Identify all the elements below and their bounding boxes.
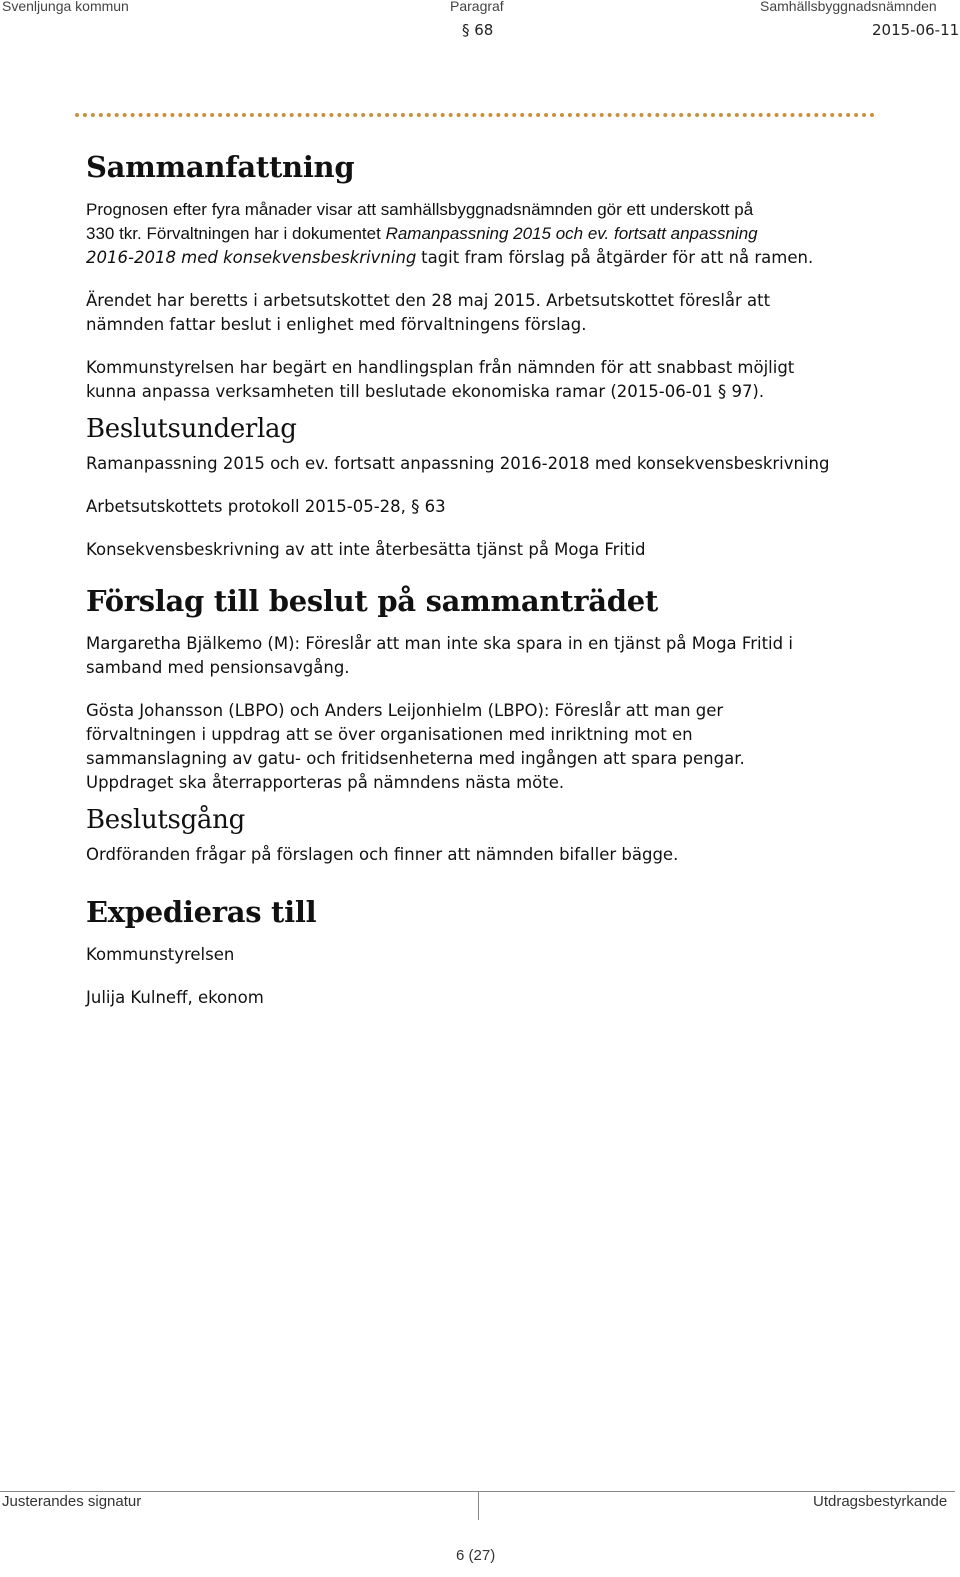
forslag-line: samband med pensionsavgång. bbox=[86, 658, 350, 677]
summary-paragraph-3 bbox=[86, 356, 906, 404]
summary-line: Arbetsutskottet föreslår att bbox=[546, 291, 771, 310]
summary-line: 330 tkr. Förvaltningen har i dokumentet bbox=[86, 224, 381, 243]
forslag-line: förvaltningen i uppdrag att se över organisationen med inriktning mot en bbox=[86, 725, 693, 744]
header-committee: Samhällsbyggnadsnämnden bbox=[760, 0, 937, 14]
underlag-item: Arbetsutskottets protokoll 2015-05-28, § 63 bbox=[86, 497, 446, 516]
heading-beslutsgang: Beslutsgång bbox=[86, 805, 245, 835]
forslag-line: Gösta Johansson (LBPO) och Anders Leijonhielm (LBPO): Föreslår att man ger bbox=[86, 701, 724, 720]
summary-line: tagit fram förslag på åtgärder för att nå ramen. bbox=[421, 248, 814, 267]
document-body bbox=[86, 150, 906, 1010]
footer-divider bbox=[478, 1492, 479, 1520]
forslag-paragraph-1 bbox=[86, 632, 906, 680]
footer-signature-label: Justerandes signatur bbox=[2, 1493, 142, 1510]
expedieras-item: Kommunstyrelsen bbox=[86, 945, 235, 964]
summary-line: nämnden fattar beslut i enlighet med förvaltningens förslag. bbox=[86, 315, 587, 334]
summary-line: Kommunstyrelsen har begärt en handlingsplan från nämnden för att snabbast möjligt bbox=[86, 358, 795, 377]
summary-line: Prognosen efter fyra månader visar att samhällsbyggnadsnämnden gör ett underskott på bbox=[86, 200, 754, 219]
expedieras-item: Julija Kulneff, ekonom bbox=[86, 988, 264, 1007]
forslag-paragraph-2 bbox=[86, 699, 906, 795]
underlag-item: Ramanpassning 2015 och ev. fortsatt anpassning 2016-2018 med konsekvensbeskrivning bbox=[86, 454, 830, 473]
heading-forslag: Förslag till beslut på sammanträdet bbox=[86, 584, 658, 618]
heading-sammanfattning: Sammanfattning bbox=[86, 150, 355, 184]
document-title-italic: 2016-2018 med konsekvensbeskrivning bbox=[86, 248, 417, 267]
summary-paragraph-2 bbox=[86, 289, 906, 337]
document-title-italic: Ramanpassning 2015 och ev. fortsatt anpassning bbox=[385, 224, 758, 243]
summary-paragraph-1 bbox=[86, 198, 906, 270]
page-number: 6 (27) bbox=[456, 1547, 496, 1564]
heading-expedieras: Expedieras till bbox=[86, 895, 317, 929]
header-org: Svenljunga kommun bbox=[2, 0, 129, 14]
heading-beslutsunderlag: Beslutsunderlag bbox=[86, 414, 297, 444]
footer-extract-label: Utdragsbestyrkande bbox=[813, 1493, 948, 1510]
forslag-line: Uppdraget ska återrapporteras på nämndens nästa möte. bbox=[86, 773, 565, 792]
forslag-line: Margaretha Bjälkemo (M): Föreslår att man inte ska spara in en tjänst på Moga Fritid i bbox=[86, 634, 793, 653]
underlag-item: Konsekvensbeskrivning av att inte återbesätta tjänst på Moga Fritid bbox=[86, 540, 646, 559]
summary-line: kunna anpassa verksamheten till beslutade ekonomiska ramar (2015-06-01 § 97). bbox=[86, 382, 765, 401]
forslag-line: sammanslagning av gatu- och fritidsenheterna med ingången att spara pengar. bbox=[86, 749, 745, 768]
beslutsgang-text: Ordföranden frågar på förslagen och finner att nämnden bifaller bägge. bbox=[86, 845, 679, 864]
header-paragraph-number: § 68 bbox=[462, 21, 494, 39]
summary-line: Ärendet har beretts i arbetsutskottet den 28 maj 2015. bbox=[86, 291, 541, 310]
dotted-divider bbox=[75, 113, 875, 117]
header-paragraph-label: Paragraf bbox=[450, 0, 504, 14]
header-date: 2015-06-11 bbox=[872, 21, 960, 39]
